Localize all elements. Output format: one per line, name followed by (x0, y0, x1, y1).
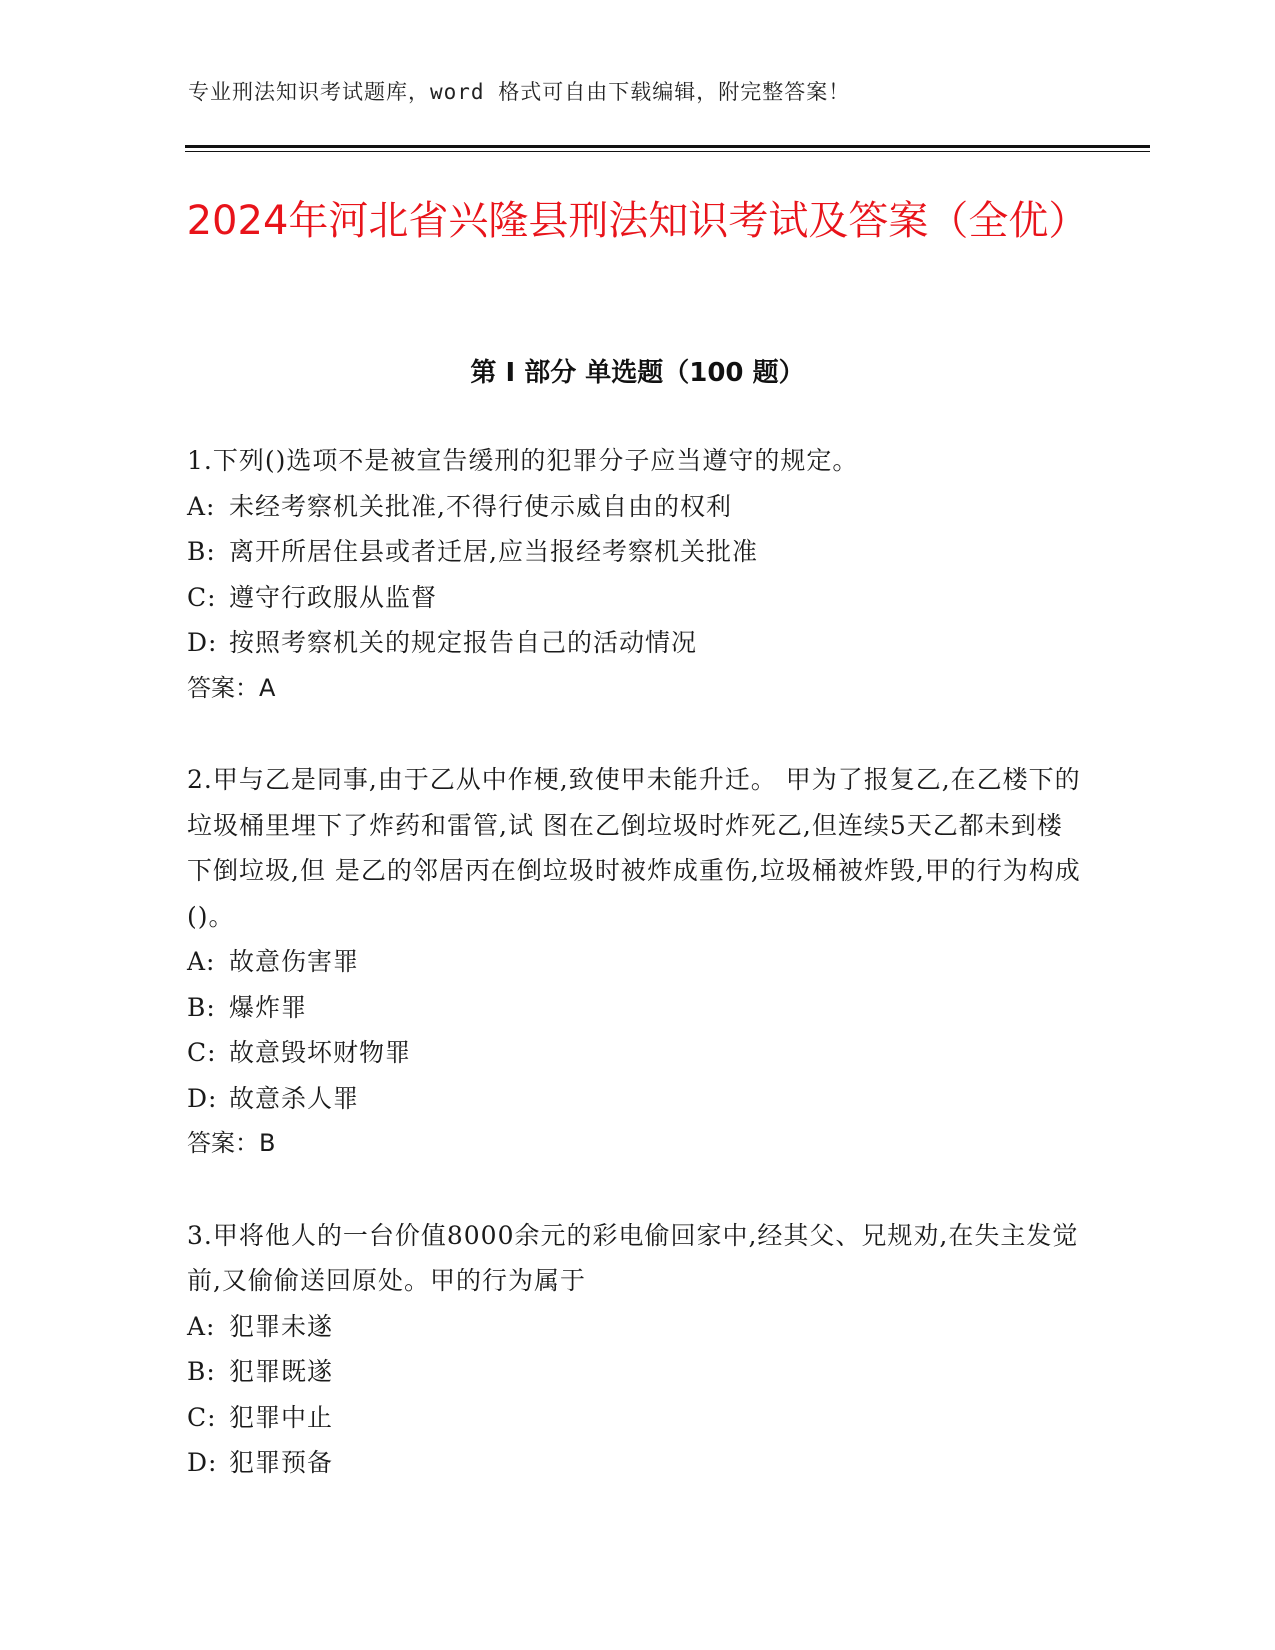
option-letter: B: (187, 992, 216, 1022)
option-c (187, 1395, 1087, 1441)
question-3 (187, 1213, 1087, 1486)
question-1 (187, 438, 1087, 711)
option-text: 爆炸罪 (229, 992, 308, 1022)
option-a (187, 484, 1087, 530)
option-letter: D: (187, 628, 218, 657)
option-b (187, 985, 1087, 1031)
option-letter: A: (187, 1311, 216, 1341)
option-text: 故意毁坏财物罪 (229, 1038, 412, 1067)
section-title: 第 I 部分 单选题（100 题） (470, 358, 805, 388)
option-letter: C: (187, 582, 217, 612)
option-text: 离开所居住县或者迁居,应当报经考察机关批准 (229, 537, 758, 566)
option-d (187, 1440, 1087, 1486)
question-2 (187, 757, 1087, 1167)
option-letter: D: (187, 1448, 218, 1477)
question-spacer (187, 1167, 1087, 1213)
option-b (187, 1349, 1087, 1395)
header-rule-thin (185, 151, 1150, 152)
question-stem: 1.下列()选项不是被宣告缓刑的犯罪分子应当遵守的规定。 (187, 446, 859, 475)
header-rule-thick (185, 145, 1150, 148)
option-d (187, 1076, 1087, 1122)
option-b (187, 529, 1087, 575)
document-title: 2024年河北省兴隆县刑法知识考试及答案（全优） (186, 198, 1089, 244)
answer-line: 答案：A (187, 673, 276, 702)
option-letter: A: (187, 491, 216, 521)
option-text: 犯罪未遂 (229, 1311, 334, 1341)
option-text: 犯罪既遂 (229, 1357, 334, 1386)
option-text: 故意杀人罪 (229, 1083, 360, 1113)
option-text: 犯罪预备 (229, 1448, 334, 1477)
option-letter: D: (187, 1083, 218, 1113)
question-spacer (187, 711, 1087, 757)
question-stem: 2.甲与乙是同事,由于乙从中作梗,致使甲未能升迁。 甲为了报复乙,在乙楼下的垃圾桶里埋下了炸药和雷管,试 图在乙倒垃圾时炸死乙,但连续5天乙都未到楼下倒垃圾,但 是乙的邻居丙在倒垃圾时被炸成重伤,垃圾桶被炸毁,甲的行为构成()。 (187, 765, 1081, 931)
option-d (187, 620, 1087, 666)
question-stem: 3.甲将他人的一台价值8000余元的彩电偷回家中,经其父、兄规劝,在失主发觉前,又偷偷送回原处。甲的行为属于 (187, 1220, 1079, 1295)
option-text: 按照考察机关的规定报告自己的活动情况 (229, 628, 698, 657)
option-c (187, 575, 1087, 621)
question-list (187, 438, 1087, 1486)
option-letter: B: (187, 537, 216, 566)
option-c (187, 1030, 1087, 1076)
option-letter: C: (187, 1402, 217, 1432)
option-text: 遵守行政服从监督 (229, 582, 438, 612)
option-text: 未经考察机关批准,不得行使示威自由的权利 (229, 491, 732, 521)
option-letter: C: (187, 1038, 217, 1067)
option-a (187, 939, 1087, 985)
header-note: 专业刑法知识考试题库，word 格式可自由下载编辑，附完整答案！ (188, 80, 851, 104)
answer-line: 答案：B (187, 1129, 276, 1157)
option-text: 犯罪中止 (229, 1402, 334, 1432)
option-letter: A: (187, 947, 216, 976)
option-text: 故意伤害罪 (229, 947, 360, 976)
option-letter: B: (187, 1357, 216, 1386)
option-a (187, 1304, 1087, 1350)
